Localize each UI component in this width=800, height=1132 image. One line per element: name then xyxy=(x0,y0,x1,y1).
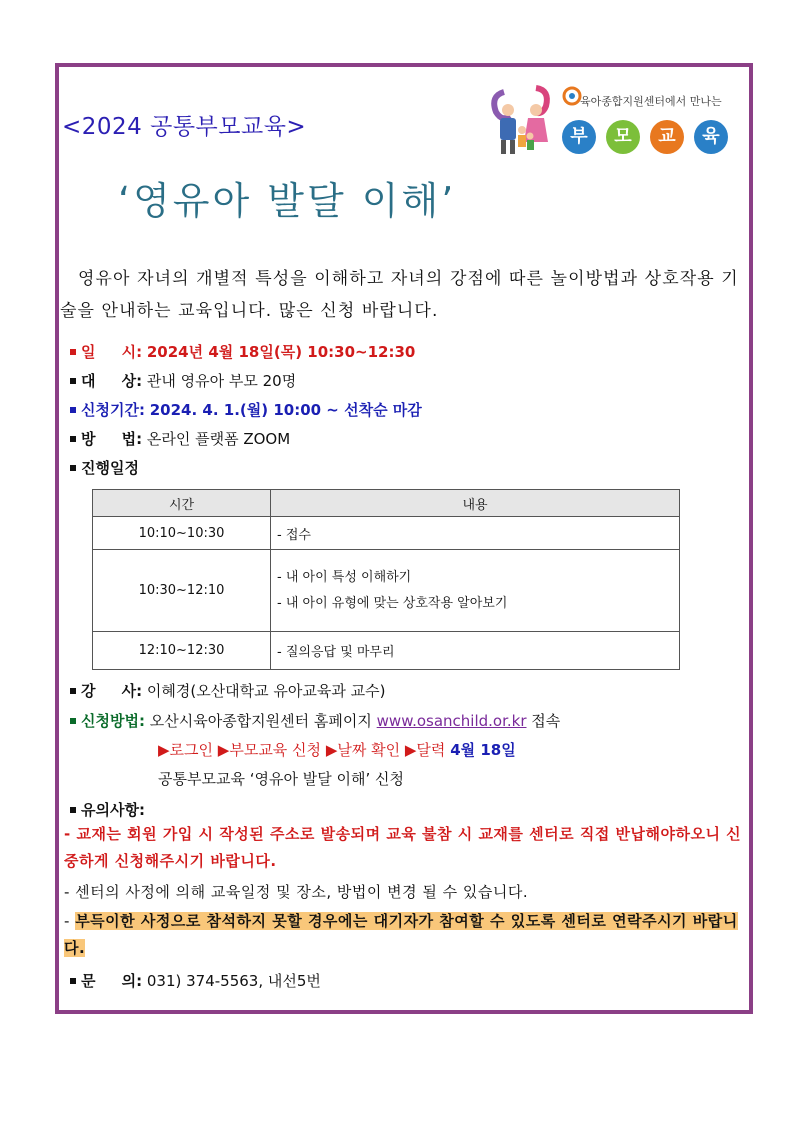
bullet-icon xyxy=(70,978,76,984)
table-header-row xyxy=(93,490,680,517)
step-login: ▶로그인 xyxy=(158,741,214,759)
note-1: - 교재는 회원 가입 시 작성된 주소로 발송되며 교육 불참 시 교재를 센터로 직접 반납해야하오니 신중하게 신청해주시기 바랍니다. xyxy=(64,825,742,870)
lecturer-label: 강 사: xyxy=(81,682,143,700)
table-cell-time: 10:10~10:30 xyxy=(93,517,271,550)
note-3-text: 부득이한 사정으로 참석하지 못할 경우에는 대기자가 참여할 수 있도록 센터로 연락주시기 바랍니다. xyxy=(64,912,738,957)
family-illustration-icon xyxy=(484,80,564,158)
logo-letter-3: 교 xyxy=(650,120,684,154)
bullet-icon xyxy=(70,407,76,413)
lecturer-value: 이혜경(오산대학교 유아교육과 교수) xyxy=(146,682,386,700)
logo-letter-1: 부 xyxy=(562,120,596,154)
homepage-link[interactable]: www.osanchild.or.kr xyxy=(376,712,527,730)
apply-label: 신청방법: xyxy=(81,712,145,730)
date-label: 일 시: xyxy=(81,343,143,361)
apply-line3: 공통부모교육 ‘영유아 발달 이해’ 신청 xyxy=(158,770,404,788)
target-label: 대 상: xyxy=(81,372,143,390)
method-row xyxy=(70,428,290,449)
table-cell-time: 10:30~12:10 xyxy=(93,550,271,632)
step-apply: ▶부모교육 신청 xyxy=(217,741,322,759)
note-3 xyxy=(64,908,754,962)
contact-row xyxy=(70,970,321,991)
header-title: <2024 공통부모교육> xyxy=(62,114,307,140)
notes-row xyxy=(70,799,145,820)
schedule-table xyxy=(92,489,680,670)
schedule-row xyxy=(70,457,139,478)
table-cell-content: - 질의응답 및 마무리 xyxy=(271,632,680,670)
period-row xyxy=(70,399,422,420)
bullet-icon xyxy=(70,349,76,355)
table-row xyxy=(93,517,680,550)
table-row xyxy=(93,550,680,632)
schedule-label: 진행일정 xyxy=(81,459,139,477)
bullet-icon xyxy=(70,378,76,384)
target-row xyxy=(70,370,296,391)
step-calendar: ▶달력 xyxy=(404,741,446,759)
period-label: 신청기간: xyxy=(81,401,145,419)
apply-row xyxy=(70,710,560,731)
target-value: 관내 영유아 부모 20명 xyxy=(146,372,297,390)
apply-text: 오산시육아종합지원센터 홈페이지 xyxy=(149,712,372,730)
bullet-icon xyxy=(70,436,76,442)
table-header-content: 내용 xyxy=(271,490,680,517)
bullet-icon xyxy=(70,807,76,813)
table-cell-content xyxy=(271,550,680,632)
table-cell-time: 12:10~12:30 xyxy=(93,632,271,670)
period-value: 2024. 4. 1.(월) 10:00 ~ 선착순 마감 xyxy=(149,401,422,419)
logo-letter-2: 모 xyxy=(606,120,640,154)
content-item: - 내 아이 유형에 맞는 상호작용 알아보기 xyxy=(277,595,508,611)
notes-label: 유의사항: xyxy=(81,801,145,819)
bullet-icon xyxy=(70,688,76,694)
method-value: 온라인 플랫폼 ZOOM xyxy=(146,430,291,448)
table-row xyxy=(93,632,680,670)
step-date: ▶날짜 확인 xyxy=(325,741,401,759)
logo-tagline: 육아종합지원센터에서 만나는 xyxy=(580,95,722,108)
content-item: - 내 아이 특성 이해하기 xyxy=(277,569,412,585)
logo-letter-4: 육 xyxy=(694,120,728,154)
table-header-time: 시간 xyxy=(93,490,271,517)
table-cell-content: - 접수 xyxy=(271,517,680,550)
lecturer-row xyxy=(70,680,385,701)
apply-text-after: 접속 xyxy=(531,712,561,730)
date-value: 2024년 4월 18일(목) 10:30~12:30 xyxy=(146,343,416,361)
method-label: 방 법: xyxy=(81,430,143,448)
note-2: - 센터의 사정에 의해 교육일정 및 장소, 방법이 변경 될 수 있습니다. xyxy=(64,883,529,901)
main-title: ‘영유아 발달 이해’ xyxy=(118,179,457,223)
apply-steps xyxy=(158,739,516,760)
bullet-icon xyxy=(70,718,76,724)
date-row xyxy=(70,341,415,362)
bullet-icon xyxy=(70,465,76,471)
note-3-prefix: - xyxy=(64,912,76,930)
center-logo-icon xyxy=(562,86,582,106)
intro-paragraph: 영유아 자녀의 개별적 특성을 이해하고 자녀의 강점에 따른 놀이방법과 상호작용 기술을 안내하는 교육입니다. 많은 신청 바랍니다. xyxy=(60,269,739,321)
contact-value: 031) 374-5563, 내선5번 xyxy=(146,972,321,990)
step-calendar-date: 4월 18일 xyxy=(450,741,516,759)
contact-label: 문 의: xyxy=(81,972,143,990)
